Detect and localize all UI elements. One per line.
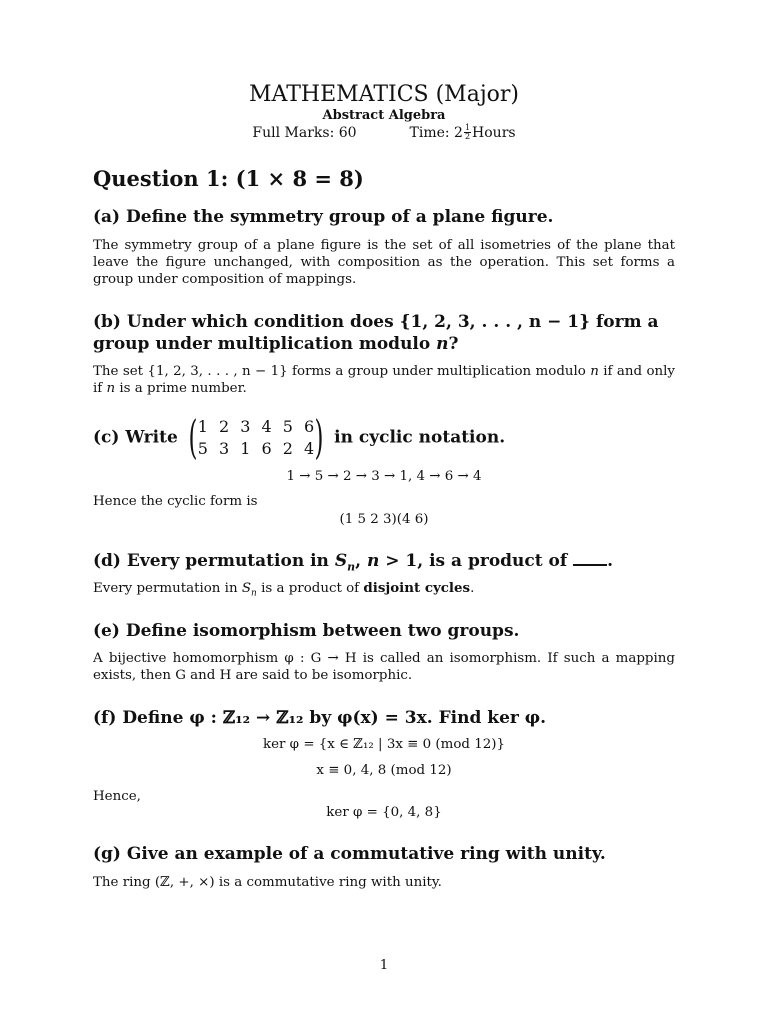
part-e-heading: (e) Define isomorphism between two groups.: [93, 621, 520, 641]
part-a-heading: (a) Define the symmetry group of a plane figure.: [93, 207, 554, 227]
part-c-cyclic-form: (1 5 2 3)(4 6): [339, 512, 429, 527]
part-d-heading: (d) Every permutation in $S_n$, n > 1, is a product of .: [93, 551, 614, 574]
part-c-mapping: 1 → 5 → 2 → 3 → 1, 4 → 6 → 4: [286, 469, 482, 484]
fill-in-blank: [573, 550, 607, 566]
part-e-answer: A bijective homomorphism φ : G → H is called an isomorphism. If such a mapping exists, then G and H are said to be isomorphic.: [93, 651, 675, 683]
part-b-answer: The set {1, 2, 3, . . . , n − 1} forms a group under multiplication modulo n if and only if n is a prime number.: [93, 364, 675, 396]
part-d-answer: Every permutation in $S_n$ is a product of disjoint cycles.: [93, 580, 475, 599]
part-c-hence: Hence the cyclic form is: [93, 494, 258, 509]
question-heading: Question 1: (1 × 8 = 8): [93, 166, 364, 191]
part-f-kernel-definition: ker φ = {x ∈ ℤ₁₂ | 3x ≡ 0 (mod 12)}: [262, 737, 505, 752]
page-number: 1: [379, 958, 389, 973]
time-allowed: Time: 2 $\frac{1}{2}$ Hours: [409, 123, 516, 141]
part-c-heading: (c) Write ( 1 2 3 4 5 6 5 3 1 6 2 4 ) in cyclic notation.: [93, 410, 506, 464]
part-f-congruence: x ≡ 0, 4, 8 (mod 12): [316, 763, 452, 778]
part-f-hence: Hence,: [93, 789, 141, 804]
part-a-answer: The symmetry group of a plane figure is the set of all isometries of the plane that leave the figure unchanged, with composition as the operation. This set forms a group under composition of mappings.: [93, 238, 675, 287]
full-marks: Full Marks: 60: [252, 124, 357, 141]
exam-info: [0, 124, 768, 141]
part-g-heading: (g) Give an example of a commutative ring with unity.: [93, 844, 606, 864]
page-title: MATHEMATICS (Major): [249, 82, 519, 107]
part-g-answer: The ring (ℤ, +, ×) is a commutative ring with unity.: [93, 875, 442, 890]
permutation-matrix: ( 1 2 3 4 5 6 5 3 1 6 2 4 ): [188, 410, 324, 464]
page-subtitle: Abstract Algebra: [322, 108, 446, 123]
part-f-kernel-result: ker φ = {0, 4, 8}: [326, 805, 442, 820]
part-b-heading: (b) Under which condition does {1, 2, 3, . . . , n − 1} form a group under multiplication modulo n?: [93, 312, 659, 354]
part-f-heading: (f) Define φ : ℤ₁₂ → ℤ₁₂ by φ(x) = 3x. Find ker φ.: [93, 708, 547, 728]
matrix-row-top: 1 2 3 4 5 6: [197, 417, 315, 436]
matrix-row-bottom: 5 3 1 6 2 4: [197, 439, 315, 458]
